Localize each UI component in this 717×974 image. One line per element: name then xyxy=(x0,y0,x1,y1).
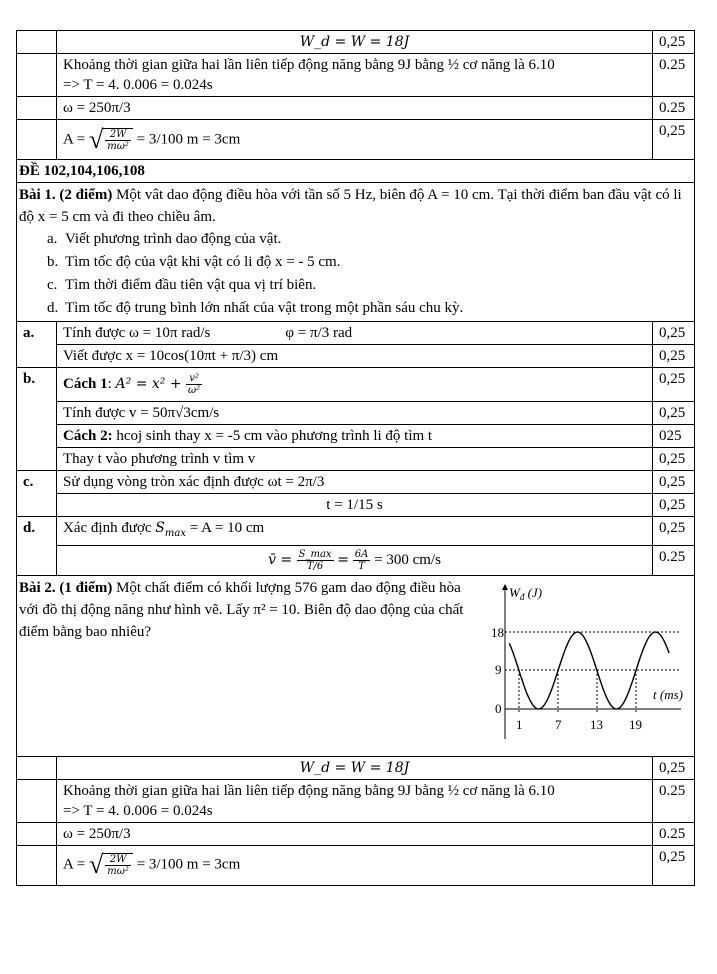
answer-text: Khoảng thời gian giữa hai lần liên tiếp động năng bằng 9J bằng ½ cơ năng là 6.10 xyxy=(63,782,555,799)
formula-wd: W_d = W = 18J xyxy=(57,31,653,54)
table-row xyxy=(17,120,695,160)
part-label: a. xyxy=(17,322,57,368)
answer-text: => T = 4. 0.006 = 0.024s xyxy=(63,802,213,819)
problem-title: Bài 1. (2 điểm) xyxy=(19,187,113,203)
x-tick-label: 13 xyxy=(590,716,603,732)
y-tick-label: 9 xyxy=(495,661,502,677)
table-row: d. Xác định được $S_{max} = A = 10$ cm 0,25 xyxy=(17,517,695,546)
answer-text: Khoảng thời gian giữa hai lần liên tiếp động năng bằng 9J bằng ½ cơ năng là 6.10 xyxy=(63,57,555,73)
part-label: c. xyxy=(17,471,57,517)
amplitude-formula: A = √ $\frac{2W}{\text{mω²}}$ = 3/100 m = 3cm xyxy=(57,120,653,160)
y-tick-label: 0 xyxy=(495,700,502,716)
score-cell: 0.25 xyxy=(653,545,695,575)
table-row: a. Tính được ω = 10π rad/s φ = π/3 rad 0,25 xyxy=(17,322,695,345)
score-cell: 0,25 xyxy=(653,322,695,345)
score-cell: 0,25 xyxy=(653,345,695,368)
y-tick-label: 18 xyxy=(491,624,504,640)
table-row: Cách 2: hcoj sinh thay x = -5 cm vào phương trình li độ tìm t 025 xyxy=(17,425,695,448)
score-cell: 0.25 xyxy=(653,54,695,97)
score-cell: 0,25 xyxy=(653,756,695,779)
problem-text: Một vât dao động điều hòa với tần số 5 Hz, biên độ A = 10 cm. Tại thời điểm ban đầu vật có li độ x = 5 cm và đi theo chiều âm. xyxy=(19,187,682,225)
table-row xyxy=(17,845,695,885)
list-item: d. Tìm tốc độ trung bình lớn nhất của vật trong một phần sáu chu kỳ. xyxy=(47,300,464,316)
score-cell: 0,25 xyxy=(653,471,695,494)
problem-2 xyxy=(17,575,695,756)
table-row xyxy=(17,31,695,54)
problem-text: Một chất điểm có khối lượng 576 gam dao động điều hòa với đồ thị động năng như hình vẽ. Lấy π² = 10. Biên độ dao động của chất điểm bằng bao nhiêu? xyxy=(19,579,464,640)
kinetic-energy-graph xyxy=(485,579,685,749)
answer-text: Viết được x = 10cos(10πt + π/3) cm xyxy=(57,345,653,368)
list-item: c. Tìm thời điểm đầu tiên vật qua vị trí biên. xyxy=(47,277,317,293)
x-tick-label: 1 xyxy=(516,716,523,732)
list-item: b. Tìm tốc độ của vật khi vật có li độ x = - 5 cm. xyxy=(47,254,341,270)
table-row xyxy=(17,471,695,494)
score-cell: 0,25 xyxy=(653,402,695,425)
amplitude-formula: A = √ $\frac{2W}{\text{mω²}}$ = 3/100 m = 3cm xyxy=(57,845,653,885)
table-row xyxy=(17,545,695,575)
table-row xyxy=(17,402,695,425)
answer-text: Thay t vào phương trình v tìm v xyxy=(57,448,653,471)
table-row: b. Cách 1: A² = x² + $\frac{\text{v²}}{\text{ω²}}$ 0,25 xyxy=(17,368,695,402)
answer-text: Sử dụng vòng tròn xác định được ωt = 2π/3 xyxy=(57,471,653,494)
score-cell: 025 xyxy=(653,425,695,448)
score-cell: 0,25 xyxy=(653,368,695,402)
answer-key-document xyxy=(16,30,695,886)
score-cell: 0,25 xyxy=(653,494,695,517)
table-row xyxy=(17,54,695,97)
problem-parts xyxy=(19,228,688,320)
answer-text: ω = 250π/3 xyxy=(57,97,653,120)
score-cell: 0,25 xyxy=(653,517,695,546)
x-axis-label: t (ms) xyxy=(653,686,683,702)
part-label: d. xyxy=(17,517,57,576)
answer-text: => T = 4. 0.006 = 0.024s xyxy=(63,77,213,93)
part-label: b. xyxy=(17,368,57,471)
table-row xyxy=(17,575,695,756)
score-cell: 0.25 xyxy=(653,779,695,822)
problem-title: Bài 2. (1 điểm) xyxy=(19,579,113,596)
table-row xyxy=(17,822,695,845)
answer-text: ω = 250π/3 xyxy=(57,822,653,845)
score-cell: 0,25 xyxy=(653,845,695,885)
answer-text: Tính được v = 50π√3cm/s xyxy=(57,402,653,425)
avg-speed-formula: v̄ = $\frac{S\_\max}{T/6}$ = $\frac{6A}{T}$ = 300 cm/s xyxy=(57,545,653,575)
table-row xyxy=(17,345,695,368)
answer-text: t = 1/15 s xyxy=(57,494,653,517)
x-tick-label: 7 xyxy=(555,716,562,732)
table-row xyxy=(17,97,695,120)
problem-1 xyxy=(17,183,695,322)
section-header: ĐỀ 102,104,106,108 xyxy=(17,160,695,183)
table-row xyxy=(17,779,695,822)
table-row xyxy=(17,494,695,517)
table-row xyxy=(17,160,695,183)
x-tick-label: 19 xyxy=(629,716,642,732)
score-cell: 0.25 xyxy=(653,822,695,845)
table-row xyxy=(17,183,695,322)
score-cell: 0,25 xyxy=(653,31,695,54)
table-row xyxy=(17,756,695,779)
score-cell: 0,25 xyxy=(653,120,695,160)
formula-wd: W_d = W = 18J xyxy=(57,756,653,779)
score-cell: 0,25 xyxy=(653,448,695,471)
answer-table xyxy=(16,30,695,886)
table-row xyxy=(17,448,695,471)
score-cell: 0.25 xyxy=(653,97,695,120)
y-axis-label: $W_đ$ (J) xyxy=(509,584,543,602)
list-item: a. Viết phương trình dao động của vật. xyxy=(47,231,282,247)
